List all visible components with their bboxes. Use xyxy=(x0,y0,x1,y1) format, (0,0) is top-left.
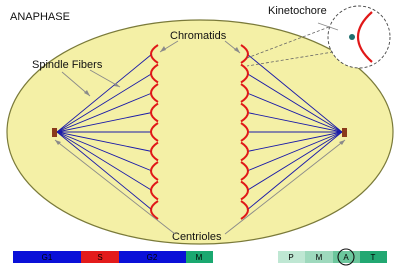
centriole-left xyxy=(52,128,57,137)
centrioles-label: Centrioles xyxy=(172,231,222,243)
mitosis-phase-bar xyxy=(278,249,387,265)
chromatids-label: Chromatids xyxy=(170,30,227,42)
mitosis-m-label: M xyxy=(315,253,323,262)
mitosis-a-label: A xyxy=(343,253,349,262)
kinetochore-label: Kinetochore xyxy=(268,5,327,17)
mitosis-p-label: P xyxy=(288,253,294,262)
mitosis-t-label: T xyxy=(370,253,376,262)
cell-cycle-bar xyxy=(13,251,213,263)
title-label: ANAPHASE xyxy=(10,11,70,23)
cell-cycle-m-label: M xyxy=(195,253,203,262)
spindle-fibers-label: Spindle Fibers xyxy=(32,59,103,71)
kinetochore-dot xyxy=(349,34,355,40)
cell-cycle-g1-label: G1 xyxy=(41,253,53,262)
cell-cycle-s-label: S xyxy=(97,253,103,262)
centriole-right xyxy=(342,128,347,137)
cell-cycle-g2-label: G2 xyxy=(146,253,158,262)
